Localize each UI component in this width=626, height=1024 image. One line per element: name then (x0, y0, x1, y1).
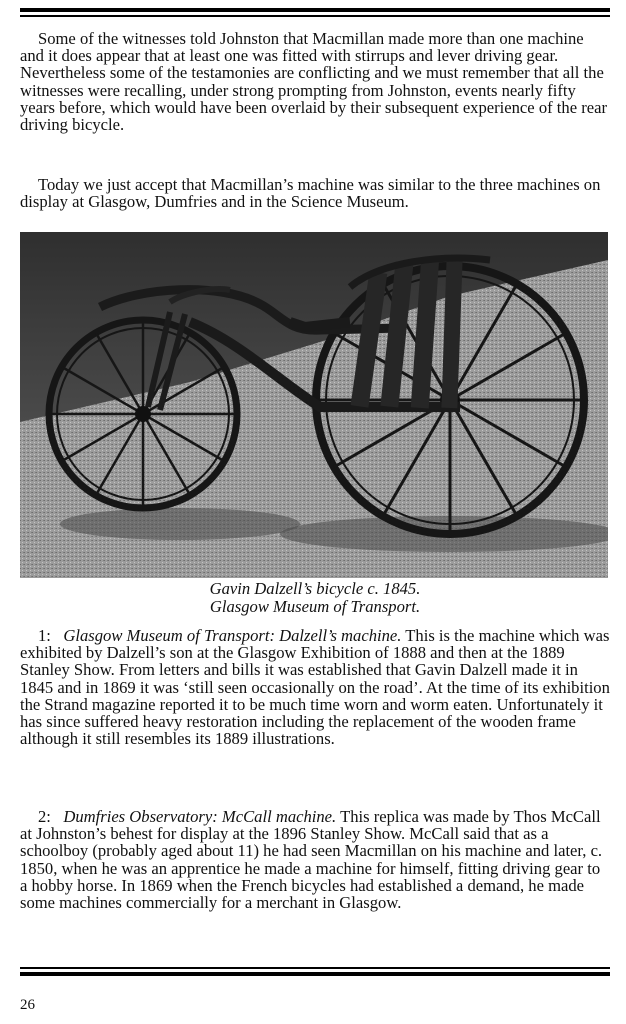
paragraph-today: Today we just accept that Macmillan’s machine was similar to the three machines on display at Glasgow, Dumfries and in the Science Museum. (20, 175, 601, 212)
item-text: This is the machine which was exhibited by Dalzell’s son at the Glasgow Exhibition of 1888 and then at the 1889 Stanley Show. From letters and bills it was established that Gavin Dalzell made it in 1845 and in 1869 it was ‘still seen occasionally on the road’. At the time of its exhibition the Strand magazine reported it to be much time worn and worm eaten. Unfortunately it has since suffered heavy restoration including the replacement of the wooden frame although it still resembles its 1889 illustrations. (20, 626, 610, 749)
top-rule-thick (20, 8, 610, 12)
caption-line-1: Gavin Dalzell’s bicycle c. 1845. (209, 579, 421, 598)
caption-line-2: Glasgow Museum of Transport. (209, 596, 421, 616)
item-title: Glasgow Museum of Transport: Dalzell’s machine. (63, 626, 402, 645)
item-number: 1: (38, 626, 51, 645)
page-number: 26 (20, 997, 35, 1013)
bottom-rule-thin (20, 967, 610, 969)
item-number: 2: (38, 807, 51, 826)
photo-caption (20, 580, 610, 615)
bottom-rule-thick (20, 972, 610, 976)
item-text: This replica was made by Thos McCall at Johnston’s behest for display at the 1896 Stanley Show. McCall said that as a schoolboy (probably aged about 11) he had seen Macmillan on his machine and later, c. 1850, when he was an apprentice he made a machine for himself, fitting driving gear to a hobby horse. In 1869 when the French bicycles had established a demand, he made some machines commercially for a merchant in Glasgow. (20, 807, 603, 913)
list-item (20, 808, 610, 911)
list-item (20, 627, 610, 747)
paragraph-witnesses: Some of the witnesses told Johnston that Macmillan made more than one machine and it does appear that at least one was fitted with stirrups and lever driving gear. Nevertheless some of the testamonies are conflicting and we must remember that all the witnesses were recalling, under strong prompting from Johnston, events nearly fifty years before, which would have been overlaid by their subsequent experience of the rear driving bicycle. (20, 29, 607, 135)
top-rule-thin (20, 15, 610, 17)
bicycle-photo (20, 232, 608, 578)
item-title: Dumfries Observatory: McCall machine. (63, 807, 337, 826)
